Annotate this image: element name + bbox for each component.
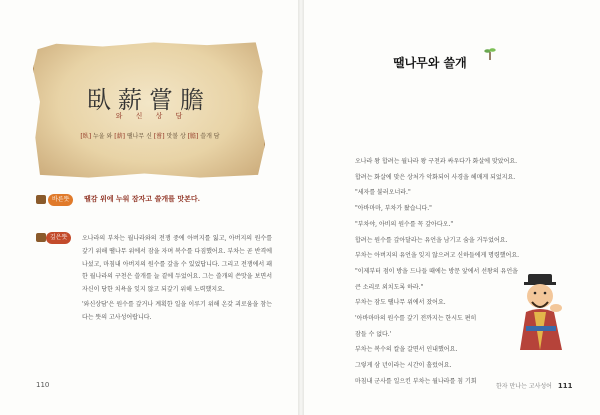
story-badge: 깊은뜻 xyxy=(46,232,71,244)
idiom-title-hanja: 臥薪嘗膽 xyxy=(87,86,211,114)
gloss-hanja: [膽] xyxy=(187,133,199,140)
gloss-meaning: 맛볼 상 xyxy=(166,133,186,140)
literal-meaning: 땔감 위에 누워 잠자고 쓸개를 맛본다. xyxy=(84,194,201,203)
page-number-right: 111 xyxy=(557,382,573,390)
running-head: 한자 만나는 고사성어 xyxy=(496,383,552,390)
story-line: 부차는 복수의 칼을 갈면서 인내했어요. xyxy=(355,346,458,354)
story-line: "부차야, 아비의 원수를 꼭 갚아다오." xyxy=(355,220,454,228)
page-number-left: 110 xyxy=(36,381,50,389)
story-line: 오나라 왕 합려는 월나라 왕 구천과 싸우다가 화살에 맞았어요. xyxy=(355,158,518,165)
story-line: 잠들 수 없다.' xyxy=(355,330,392,338)
sprout-icon xyxy=(484,46,496,60)
idiom-reading xyxy=(33,111,265,121)
reading-char: 담 xyxy=(175,112,183,120)
story-line: 마침내 군사를 일으킨 부차는 월나라를 침 기회 xyxy=(355,377,477,385)
gloss-meaning: 쓸개 담 xyxy=(200,133,220,140)
paragraph: 오나라의 부차는 월나라와의 전쟁 중에 아버지를 잃고, 아버지의 원수를 갚기 위해 땔나무 위에서 잠을 자며 복수를 다짐했어요. 부차는 곧 반격에 나섰고, 마침내 아버지의 원수를 갚을 수 있었답니다. 그리고 전쟁에서 패한 월나라의 구천은 쓸개를 늘 곁에 두었어요. 그는 쓸개의 쓴맛을 보면서 자신이 당한 치욕을 잊지 않고 되갚기 위해 노력했지요. xyxy=(82,235,272,294)
story-line: "이제부터 점이 방을 드나들 때에는 방문 앞에서 선왕의 유언을 xyxy=(355,267,518,275)
story-line: 부차는 잠도 땔나무 위에서 잤어요. xyxy=(355,299,446,307)
idiom-gloss xyxy=(38,131,262,140)
meaning-badge: 바른뜻 xyxy=(48,194,73,206)
story-line: 부차는 아버지의 유언을 잊지 않으려고 신하들에게 명령했어요. xyxy=(355,252,520,260)
story-line: 큰 소리로 외치도록 하라." xyxy=(355,283,424,291)
king-illustration xyxy=(510,272,570,352)
page-footer-right xyxy=(496,381,573,390)
bookmark-icon xyxy=(36,233,46,242)
gloss-meaning: 누울 와 xyxy=(93,133,113,140)
chapter-title: 땔나무와 쓸개 xyxy=(393,56,467,70)
gloss-hanja: [嘗] xyxy=(153,133,165,140)
story-line: '아바마마의 원수를 갚기 전까지는 한시도 편히 xyxy=(355,315,477,323)
idiom-explanation xyxy=(82,233,272,327)
gloss-hanja: [臥] xyxy=(80,133,92,140)
reading-char: 상 xyxy=(155,112,163,120)
story-line: "세자를 불러오너라." xyxy=(355,189,411,197)
story-line: 그렇게 삼 년이라는 시간이 흘렀어요. xyxy=(355,362,452,370)
story-line: 합려는 원수를 갚아달라는 유언을 남기고 숨을 거두었어요. xyxy=(355,236,508,244)
story-line: 합려는 화살에 맞은 상처가 악화되어 사경을 헤매게 되었지요. xyxy=(355,173,516,181)
story-line: "아바마마, 부차가 왔습니다." xyxy=(355,205,432,213)
gloss-hanja: [薪] xyxy=(114,133,125,140)
gloss-meaning: 땔나무 신 xyxy=(126,133,152,140)
book-gutter xyxy=(298,0,304,415)
paragraph: '와신상담'은 원수를 갚거나 계획한 일을 이루기 위해 온갖 괴로움을 참는다는 뜻의 고사성어랍니다. xyxy=(82,300,272,321)
reading-char: 와 xyxy=(115,112,123,120)
reading-char: 신 xyxy=(135,112,143,120)
bookmark-icon xyxy=(36,195,46,204)
